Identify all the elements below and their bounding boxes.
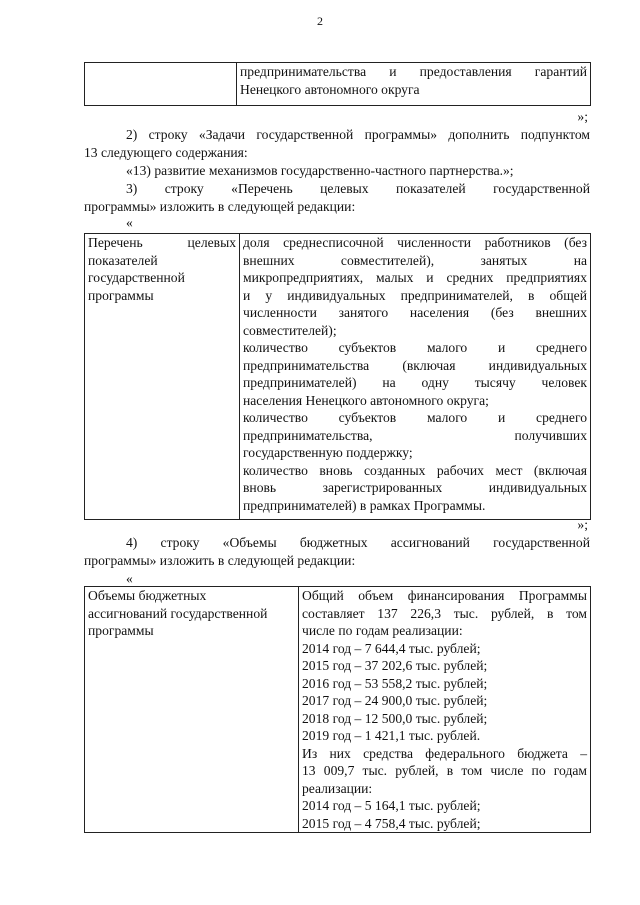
text-line: программы xyxy=(88,287,154,303)
text-line: 13 следующего содержания: xyxy=(84,145,248,160)
opening-quote: « xyxy=(126,571,133,586)
text-line: 2014 год – 7 644,4 тыс. рублей; xyxy=(302,640,481,656)
table3-right-cell xyxy=(299,587,591,833)
table-target-indicators xyxy=(84,233,591,520)
closing-quote: »; xyxy=(577,109,588,124)
text-line: вновь зарегистрированных индивидуальных xyxy=(243,480,587,495)
text-line: 4) строку «Объемы бюджетных ассигнований государственной xyxy=(126,535,590,550)
text-line: предпринимательства (включая индивидуальных xyxy=(243,357,587,373)
paragraph-4 xyxy=(84,534,590,570)
table2-left-cell xyxy=(85,234,240,520)
text-line: численности занятого населения (без внешних xyxy=(243,305,587,320)
paragraph-2-3 xyxy=(84,126,590,216)
text-line: 2014 год – 5 164,1 тыс. рублей; xyxy=(302,798,481,813)
text-line: предпринимательства, получивших xyxy=(243,427,587,443)
text-line: 2015 год – 37 202,6 тыс. рублей; xyxy=(302,658,488,673)
text-line: 3) строку «Перечень целевых показателей государственной xyxy=(126,181,590,196)
text-line: государственной xyxy=(88,270,185,285)
table-budget-allocations xyxy=(84,586,591,833)
text-line: Перечень целевых xyxy=(88,235,236,250)
text-line: 2) строку «Задачи государственной программы» дополнить подпунктом xyxy=(126,127,590,142)
table1-left-cell xyxy=(85,63,237,106)
text-line: микропредприятиях, малых и средних предприятиях xyxy=(243,270,587,285)
table3-left-cell xyxy=(85,587,299,833)
text-line: программы» изложить в следующей редакции: xyxy=(84,199,356,214)
text-line: количество вновь созданных рабочих мест (включая xyxy=(243,462,587,478)
table1-right-cell xyxy=(237,63,591,106)
text-line: 13 009,7 тыс. рублей, в том числе по годам xyxy=(302,763,587,778)
text-line: Объемы бюджетных xyxy=(88,588,207,603)
text-line: предпринимательства и предоставления гарантий xyxy=(240,64,587,79)
text-line: 2015 год – 4 758,4 тыс. рублей; xyxy=(302,815,481,831)
text-line: предпринимателей) в рамках Программы. xyxy=(243,497,486,513)
text-line: Из них средства федерального бюджета – xyxy=(302,745,587,761)
text-line: «13) развитие механизмов государственно-частного партнерства.»; xyxy=(126,163,514,178)
text-line: населения Ненецкого автономного округа; xyxy=(243,392,489,408)
text-line: 2019 год – 1 421,1 тыс. рублей. xyxy=(302,728,481,743)
text-line: и у индивидуальных предпринимателей, в общей xyxy=(243,287,587,303)
page-number: 2 xyxy=(317,14,323,28)
text-line: Ненецкого автономного округа xyxy=(240,81,420,97)
text-line: государственную поддержку; xyxy=(243,445,413,460)
closing-quote: »; xyxy=(577,517,588,532)
text-line: совместителей); xyxy=(243,322,337,338)
text-line: реализации: xyxy=(302,780,373,796)
text-line: внешних совместителей), занятых на xyxy=(243,252,587,268)
text-line: количество субъектов малого и среднего xyxy=(243,410,587,425)
text-line: показателей xyxy=(88,252,158,268)
text-line: программы xyxy=(88,623,154,638)
text-line: 2016 год – 53 558,2 тыс. рублей; xyxy=(302,675,488,691)
text-line: ассигнований государственной xyxy=(88,605,268,621)
text-line: программы» изложить в следующей редакции: xyxy=(84,553,356,568)
text-line: составляет 137 226,3 тыс. рублей, в том xyxy=(302,605,587,621)
text-line: 2017 год – 24 900,0 тыс. рублей; xyxy=(302,693,488,708)
text-line: доля среднесписочной численности работников (без xyxy=(243,235,587,250)
text-line: количество субъектов малого и среднего xyxy=(243,340,587,355)
text-line: предпринимателей) на одну тысячу человек xyxy=(243,375,587,390)
table-continuation xyxy=(84,62,591,106)
opening-quote: « xyxy=(126,215,133,230)
text-line: Общий объем финансирования Программы xyxy=(302,588,587,603)
text-line: числе по годам реализации: xyxy=(302,623,463,638)
text-line: 2018 год – 12 500,0 тыс. рублей; xyxy=(302,710,488,726)
table2-right-cell xyxy=(240,234,591,520)
